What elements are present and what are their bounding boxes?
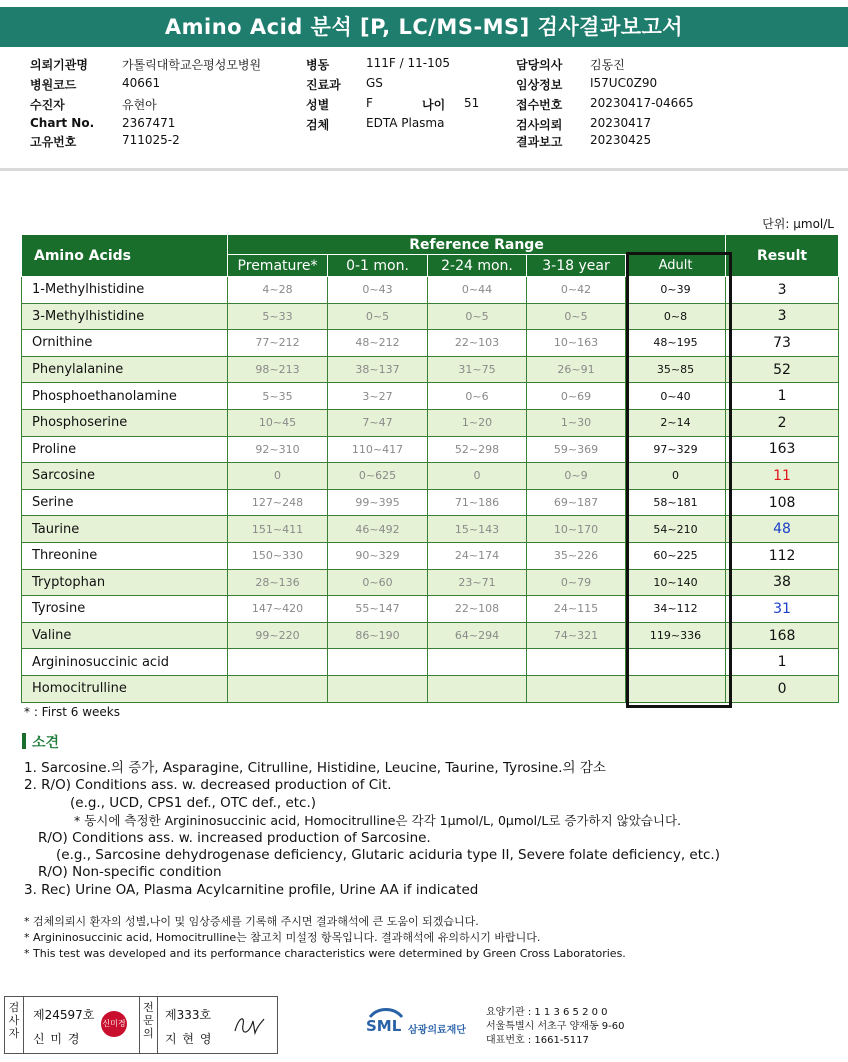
result-value: 2	[726, 409, 839, 436]
range-adult	[626, 675, 726, 702]
unit-label: 단위: μmol/L	[762, 217, 834, 231]
range-3-18-year: 35~226	[527, 542, 626, 569]
amino-acid-name: Tyrosine	[22, 596, 228, 623]
range-2-24-mon: 0	[428, 463, 527, 490]
result-value: 73	[726, 330, 839, 357]
range-3-18-year: 74~321	[527, 622, 626, 649]
label-institution: 의뢰기관명	[30, 58, 88, 72]
label-age: 나이	[422, 98, 446, 112]
table-row	[22, 516, 839, 543]
range-premature: 98~213	[228, 356, 328, 383]
amino-acid-name: Tryptophan	[22, 569, 228, 596]
value-department: GS	[366, 76, 383, 90]
result-value: 38	[726, 569, 839, 596]
amino-acid-name: Threonine	[22, 542, 228, 569]
amino-acid-name: Phosphoethanolamine	[22, 383, 228, 410]
range-adult: 0	[626, 463, 726, 490]
range-2-24-mon: 15~143	[428, 516, 527, 543]
amino-acid-name: Sarcosine	[22, 463, 228, 490]
range-premature: 4~28	[228, 277, 328, 304]
value-sex: F	[366, 96, 373, 110]
range-2-24-mon: 71~186	[428, 489, 527, 516]
table-row	[22, 330, 839, 357]
signature-box	[4, 996, 278, 1054]
finding-line: 3. Rec) Urine OA, Plasma Acylcarnitine profile, Urine AA if indicated	[24, 881, 479, 898]
table-row	[22, 436, 839, 463]
range-3-18-year: 0~5	[527, 303, 626, 330]
range-0-1-mon: 38~137	[328, 356, 428, 383]
range-3-18-year: 24~115	[527, 596, 626, 623]
range-2-24-mon	[428, 675, 527, 702]
header-0-1-mon: 0-1 mon.	[328, 255, 428, 277]
range-3-18-year: 0~9	[527, 463, 626, 490]
range-2-24-mon: 31~75	[428, 356, 527, 383]
table-row	[22, 649, 839, 676]
result-value: 108	[726, 489, 839, 516]
range-premature: 5~33	[228, 303, 328, 330]
inspector-no: 제24597호	[33, 1008, 95, 1022]
label-chart-no: Chart No.	[30, 116, 95, 130]
result-value: 112	[726, 542, 839, 569]
range-adult: 60~225	[626, 542, 726, 569]
amino-acid-name: Phosphoserine	[22, 409, 228, 436]
range-2-24-mon: 24~174	[428, 542, 527, 569]
label-report-date: 결과보고	[516, 135, 563, 149]
range-3-18-year: 1~30	[527, 409, 626, 436]
disclaimer-line: * 검체의뢰시 환자의 성별,나이 및 임상증세를 기록해 주시면 결과해석에 큰 도움이 되겠습니다.	[24, 915, 479, 928]
range-premature	[228, 675, 328, 702]
label-department: 진료과	[306, 78, 341, 92]
range-adult: 35~85	[626, 356, 726, 383]
finding-line: * 동시에 측정한 Argininosuccinic acid, Homocitrulline은 각각 1μmol/L, 0μmol/L로 증가하지 않았습니다.	[74, 813, 682, 829]
header-premature: Premature*	[228, 255, 328, 277]
header-result: Result	[726, 235, 839, 277]
range-premature: 77~212	[228, 330, 328, 357]
finding-line: (e.g., UCD, CPS1 def., OTC def., etc.)	[70, 794, 317, 811]
amino-acid-name: Taurine	[22, 516, 228, 543]
range-adult: 119~336	[626, 622, 726, 649]
range-0-1-mon: 99~395	[328, 489, 428, 516]
findings-heading-bar	[22, 733, 26, 749]
logo-text: SML	[366, 1017, 402, 1035]
table-row	[22, 303, 839, 330]
amino-acid-name: Ornithine	[22, 330, 228, 357]
range-0-1-mon: 46~492	[328, 516, 428, 543]
range-3-18-year: 0~42	[527, 277, 626, 304]
table-row	[22, 489, 839, 516]
value-age: 51	[464, 96, 480, 110]
range-adult	[626, 649, 726, 676]
label-receipt-no: 접수번호	[516, 98, 563, 112]
range-2-24-mon: 0~6	[428, 383, 527, 410]
amino-acid-table-body	[22, 277, 839, 703]
range-0-1-mon: 110~417	[328, 436, 428, 463]
specialist-label: 전문의	[139, 997, 158, 1053]
label-sex: 성별	[306, 98, 330, 112]
finding-line: R/O) Non-specific condition	[38, 864, 222, 881]
disclaimer-line: * This test was developed and its performance characteristics were determined by Green Cross Laboratories.	[24, 947, 626, 960]
result-value: 0	[726, 675, 839, 702]
value-ward: 111F / 11-105	[366, 56, 450, 70]
amino-acid-name: Homocitrulline	[22, 675, 228, 702]
range-0-1-mon: 0~60	[328, 569, 428, 596]
value-request-date: 20230417	[590, 116, 652, 130]
header-3-18-year: 3-18 year	[527, 255, 626, 277]
range-3-18-year: 0~69	[527, 383, 626, 410]
disclaimer-line: * Argininosuccinic acid, Homocitrulline는 참고치 미설정 항목입니다. 결과해석에 유의하시기 바랍니다.	[24, 931, 541, 944]
range-2-24-mon: 0~5	[428, 303, 527, 330]
label-request-date: 검사의뢰	[516, 118, 563, 132]
header-amino-acids: Amino Acids	[22, 235, 228, 277]
label-hospital-code: 병원코드	[30, 78, 77, 92]
range-adult: 10~140	[626, 569, 726, 596]
findings-title: 소견	[32, 735, 60, 751]
amino-acid-name: Serine	[22, 489, 228, 516]
value-clinical-info: I57UC0Z90	[590, 76, 658, 90]
header-2-24-mon: 2-24 mon.	[428, 255, 527, 277]
table-row	[22, 596, 839, 623]
header-reference-range: Reference Range	[228, 235, 726, 255]
range-0-1-mon: 0~43	[328, 277, 428, 304]
value-patient: 유현아	[122, 98, 157, 112]
range-0-1-mon: 48~212	[328, 330, 428, 357]
label-unique-no: 고유번호	[30, 135, 77, 149]
range-0-1-mon: 86~190	[328, 622, 428, 649]
result-value: 3	[726, 277, 839, 304]
footnote: * : First 6 weeks	[24, 705, 120, 719]
amino-acid-name: Phenylalanine	[22, 356, 228, 383]
address-line: 서울특별시 서초구 양재동 9-60	[486, 1021, 625, 1032]
range-2-24-mon: 52~298	[428, 436, 527, 463]
table-row	[22, 409, 839, 436]
range-0-1-mon: 90~329	[328, 542, 428, 569]
range-2-24-mon: 1~20	[428, 409, 527, 436]
result-value: 48	[726, 516, 839, 543]
range-0-1-mon: 0~5	[328, 303, 428, 330]
range-3-18-year	[527, 675, 626, 702]
table-row	[22, 569, 839, 596]
amino-acid-name: 3-Methylhistidine	[22, 303, 228, 330]
table-row	[22, 383, 839, 410]
value-chart-no: 2367471	[122, 116, 176, 130]
table-row	[22, 675, 839, 702]
range-premature: 151~411	[228, 516, 328, 543]
label-doctor: 담당의사	[516, 58, 563, 72]
amino-acid-name: Argininosuccinic acid	[22, 649, 228, 676]
range-2-24-mon: 64~294	[428, 622, 527, 649]
range-2-24-mon: 22~108	[428, 596, 527, 623]
result-value: 163	[726, 436, 839, 463]
range-adult: 48~195	[626, 330, 726, 357]
result-value: 52	[726, 356, 839, 383]
range-3-18-year: 10~163	[527, 330, 626, 357]
value-report-date: 20230425	[590, 133, 652, 147]
range-0-1-mon	[328, 649, 428, 676]
amino-acid-name: 1-Methylhistidine	[22, 277, 228, 304]
sml-logo	[366, 1005, 466, 1045]
range-0-1-mon: 7~47	[328, 409, 428, 436]
label-ward: 병동	[306, 58, 330, 72]
value-doctor: 김동진	[590, 58, 625, 72]
findings-list	[24, 760, 720, 899]
range-premature: 99~220	[228, 622, 328, 649]
address-line: 요양기관 : 1 1 3 6 5 2 0 0	[486, 1007, 608, 1018]
range-adult: 58~181	[626, 489, 726, 516]
range-2-24-mon: 23~71	[428, 569, 527, 596]
amino-acid-name: Proline	[22, 436, 228, 463]
specialist-no: 제333호	[165, 1008, 212, 1022]
value-institution: 가톨릭대학교은평성모병원	[122, 58, 262, 72]
table-row	[22, 622, 839, 649]
range-adult: 0~39	[626, 277, 726, 304]
range-adult: 0~40	[626, 383, 726, 410]
range-2-24-mon: 0~44	[428, 277, 527, 304]
label-specimen: 검체	[306, 118, 330, 132]
inspector-name: 신 미 경	[33, 1032, 81, 1046]
value-specimen: EDTA Plasma	[366, 116, 445, 130]
inspector-seal-icon: 신미경	[101, 1011, 127, 1037]
range-premature: 0	[228, 463, 328, 490]
value-hospital-code: 40661	[122, 76, 161, 90]
specialist-name: 지 현 영	[165, 1032, 213, 1046]
range-premature	[228, 649, 328, 676]
disclaimers	[24, 914, 626, 962]
table-row	[22, 356, 839, 383]
range-premature: 127~248	[228, 489, 328, 516]
result-value: 1	[726, 649, 839, 676]
finding-line: R/O) Conditions ass. w. increased production of Sarcosine.	[38, 829, 431, 846]
label-clinical-info: 임상정보	[516, 78, 563, 92]
address-line: 대표번호 : 1661-5117	[486, 1035, 589, 1046]
range-2-24-mon: 22~103	[428, 330, 527, 357]
range-premature: 5~35	[228, 383, 328, 410]
findings-heading	[22, 732, 59, 752]
range-0-1-mon: 0~625	[328, 463, 428, 490]
result-value: 11	[726, 463, 839, 490]
range-3-18-year: 59~369	[527, 436, 626, 463]
range-adult: 54~210	[626, 516, 726, 543]
value-receipt-no: 20230417-04665	[590, 96, 694, 110]
range-0-1-mon: 55~147	[328, 596, 428, 623]
finding-line: 2. R/O) Conditions ass. w. decreased production of Cit.	[24, 777, 392, 794]
range-0-1-mon: 3~27	[328, 383, 428, 410]
range-premature: 150~330	[228, 542, 328, 569]
org-name: 삼광의료재단	[408, 1025, 466, 1036]
header-adult: Adult	[626, 255, 726, 277]
signature-icon	[231, 1011, 267, 1039]
range-adult: 97~329	[626, 436, 726, 463]
range-premature: 28~136	[228, 569, 328, 596]
range-premature: 147~420	[228, 596, 328, 623]
range-adult: 34~112	[626, 596, 726, 623]
range-3-18-year: 69~187	[527, 489, 626, 516]
range-3-18-year: 0~79	[527, 569, 626, 596]
range-0-1-mon	[328, 675, 428, 702]
range-3-18-year: 10~170	[527, 516, 626, 543]
finding-line: (e.g., Sarcosine dehydrogenase deficiency, Glutaric aciduria type II, Severe folate deficiency, etc.)	[56, 847, 720, 864]
result-value: 31	[726, 596, 839, 623]
result-value: 3	[726, 303, 839, 330]
amino-acid-name: Valine	[22, 622, 228, 649]
lab-address	[486, 1006, 625, 1048]
label-patient: 수진자	[30, 98, 65, 112]
finding-line: 1. Sarcosine.의 증가, Asparagine, Citrulline, Histidine, Leucine, Taurine, Tyrosine.의 감소	[24, 760, 606, 776]
report-title: Amino Acid 분석 [P, LC/MS-MS] 검사결과보고서	[0, 7, 848, 47]
inspector-label: 검사자	[5, 997, 24, 1053]
result-value: 168	[726, 622, 839, 649]
range-premature: 10~45	[228, 409, 328, 436]
patient-header	[30, 56, 830, 152]
range-2-24-mon	[428, 649, 527, 676]
range-premature: 92~310	[228, 436, 328, 463]
value-unique-no: 711025-2	[122, 133, 180, 147]
header-divider	[0, 168, 848, 171]
range-3-18-year	[527, 649, 626, 676]
result-value: 1	[726, 383, 839, 410]
table-row	[22, 463, 839, 490]
table-row	[22, 542, 839, 569]
range-adult: 2~14	[626, 409, 726, 436]
table-row	[22, 277, 839, 304]
amino-acid-table	[21, 234, 839, 703]
range-3-18-year: 26~91	[527, 356, 626, 383]
range-adult: 0~8	[626, 303, 726, 330]
